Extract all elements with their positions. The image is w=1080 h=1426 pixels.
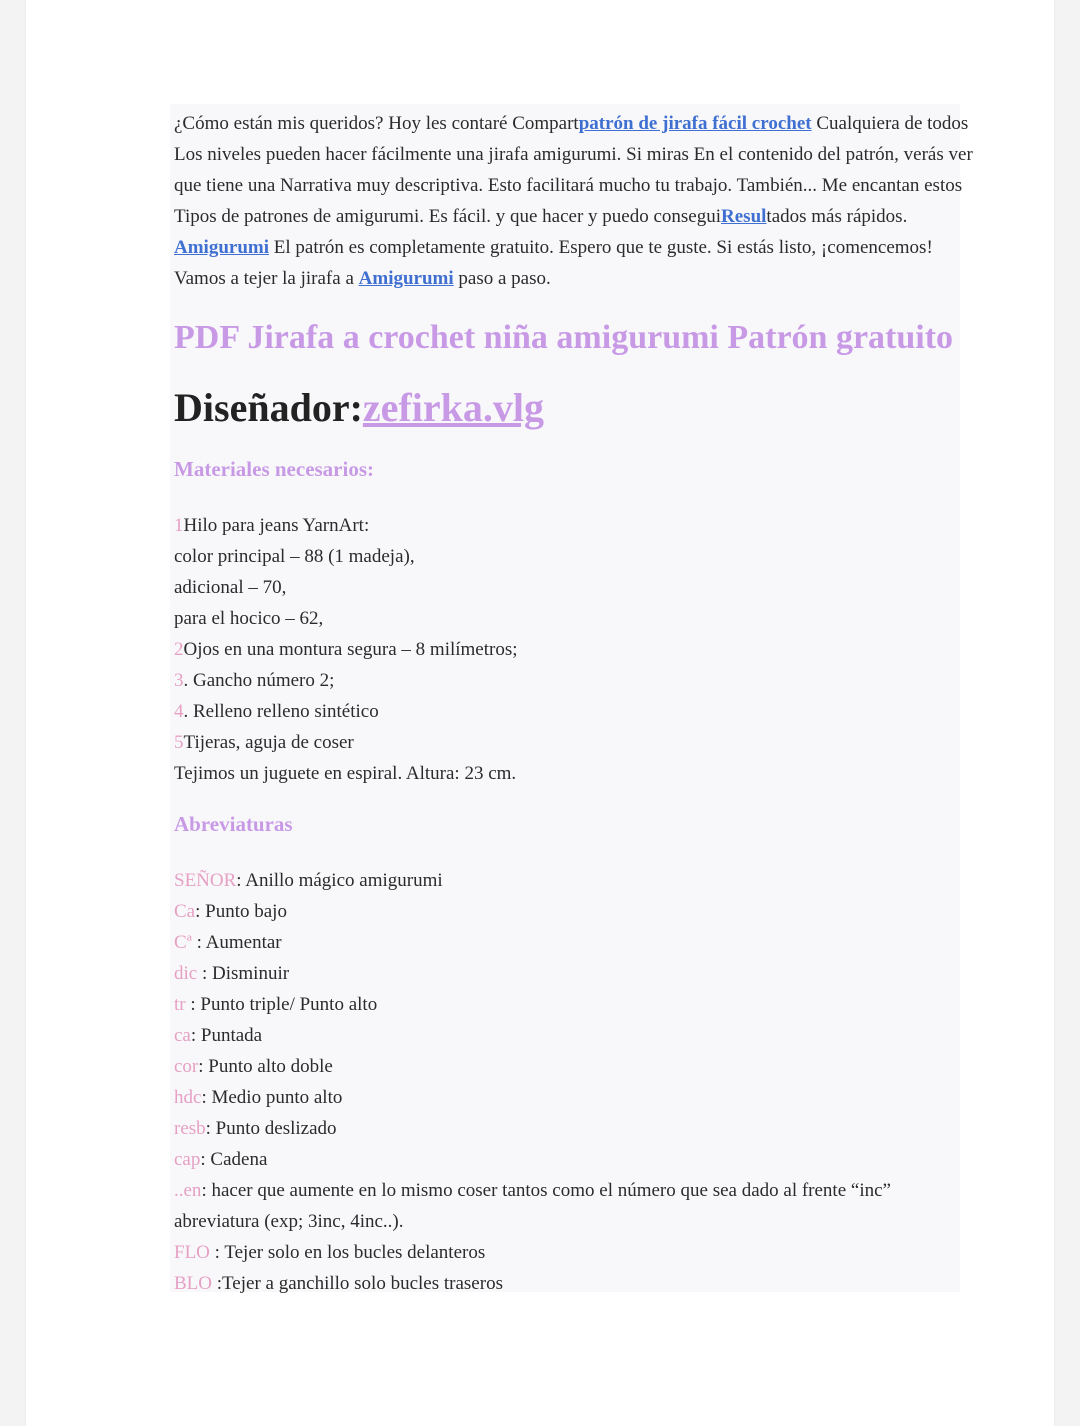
intro-text: paso a paso. bbox=[453, 268, 551, 289]
list-item bbox=[174, 758, 1014, 789]
intro-line bbox=[174, 201, 1014, 232]
item-number: 5 bbox=[174, 732, 184, 753]
intro-line bbox=[174, 108, 1014, 139]
intro-line bbox=[174, 232, 1014, 263]
item-number: 2 bbox=[174, 639, 184, 660]
document-page bbox=[26, 0, 1054, 1426]
intro-paragraph bbox=[174, 108, 1014, 294]
abbreviation-term: Cª bbox=[174, 932, 192, 953]
abbreviation-row bbox=[174, 896, 1014, 927]
results-link[interactable]: Resul bbox=[721, 206, 767, 227]
abbreviation-row bbox=[174, 1237, 1014, 1268]
intro-text: Tipos de patrones de amigurumi. Es fácil. y que hacer y puedo consegui bbox=[174, 206, 722, 227]
item-text: para el hocico – 62, bbox=[174, 608, 324, 629]
abbreviation-term: Ca bbox=[174, 901, 196, 922]
intro-text: ¿Cómo están mis queridos? Hoy les contaré Compart bbox=[174, 113, 579, 134]
list-item bbox=[174, 510, 1014, 541]
list-item bbox=[174, 603, 1014, 634]
list-item bbox=[174, 696, 1014, 727]
item-text: Tejimos un juguete en espiral. Altura: 23 cm. bbox=[174, 763, 517, 784]
abbreviation-row bbox=[174, 1206, 1014, 1237]
abbreviation-term: resb bbox=[174, 1118, 206, 1139]
intro-line: que tiene una Narrativa muy descriptiva. Esto facilitará mucho tu trabajo. También... Me encantan estos bbox=[174, 175, 963, 196]
abbreviation-term: ca bbox=[174, 1025, 191, 1046]
item-text: . Relleno relleno sintético bbox=[183, 701, 379, 722]
abbreviation-row bbox=[174, 1268, 1014, 1299]
item-number: 1 bbox=[174, 515, 184, 536]
abbreviation-row bbox=[174, 1144, 1014, 1175]
abbreviation-term: BLO bbox=[174, 1273, 212, 1294]
abbreviation-meaning: : Punto alto doble bbox=[198, 1056, 333, 1077]
abbreviation-meaning: : Anillo mágico amigurumi bbox=[236, 870, 443, 891]
abbreviation-row bbox=[174, 1051, 1014, 1082]
intro-text: El patrón es completamente gratuito. Espero que te guste. Si estás listo, ¡comencemos! bbox=[269, 237, 933, 258]
pattern-link[interactable]: patrón de jirafa fácil crochet bbox=[578, 113, 812, 134]
page-title: PDF Jirafa a crochet niña amigurumi Patrón gratuito bbox=[174, 319, 954, 356]
designer-label: Diseñador: bbox=[174, 385, 363, 430]
item-text: adicional – 70, bbox=[174, 577, 287, 598]
abbreviation-meaning: : Medio punto alto bbox=[201, 1087, 343, 1108]
abbreviation-row bbox=[174, 1020, 1014, 1051]
abbreviation-row bbox=[174, 1082, 1014, 1113]
abbreviations-heading: Abreviaturas bbox=[174, 812, 293, 836]
list-item bbox=[174, 541, 1014, 572]
abbreviation-term: ..en bbox=[174, 1180, 202, 1201]
abbreviation-row bbox=[174, 1175, 1014, 1206]
intro-line: Los niveles pueden hacer fácilmente una jirafa amigurumi. Si miras En el contenido del patrón, verás ver bbox=[174, 144, 973, 165]
abbreviation-term: cap bbox=[174, 1149, 201, 1170]
intro-text: tados más rápidos. bbox=[766, 206, 908, 227]
abbreviation-row bbox=[174, 958, 1014, 989]
abbreviations-list bbox=[174, 865, 1014, 1299]
materials-list bbox=[174, 510, 1014, 789]
item-number: 3 bbox=[174, 670, 184, 691]
abbreviation-meaning: : Punto deslizado bbox=[205, 1118, 337, 1139]
abbreviation-meaning: :Tejer a ganchillo solo bucles traseros bbox=[212, 1273, 503, 1294]
intro-line bbox=[174, 263, 1014, 294]
item-text: Tijeras, aguja de coser bbox=[183, 732, 354, 753]
materials-heading: Materiales necesarios: bbox=[174, 457, 375, 481]
item-text: . Gancho número 2; bbox=[183, 670, 335, 691]
list-item bbox=[174, 572, 1014, 603]
abbreviation-row bbox=[174, 927, 1014, 958]
abbreviation-meaning: : Aumentar bbox=[191, 932, 282, 953]
abbreviation-term: hdc bbox=[174, 1087, 202, 1108]
item-text: color principal – 88 (1 madeja), bbox=[174, 546, 415, 567]
list-item bbox=[174, 665, 1014, 696]
abbreviation-term: cor bbox=[174, 1056, 199, 1077]
abbreviation-row bbox=[174, 865, 1014, 896]
item-text: Ojos en una montura segura – 8 milímetros; bbox=[183, 639, 518, 660]
amigurumi-link[interactable]: Amigurumi bbox=[174, 237, 269, 258]
list-item bbox=[174, 727, 1014, 758]
abbreviation-term: dic bbox=[174, 963, 198, 984]
abbreviation-term: SEÑOR bbox=[174, 870, 237, 891]
intro-text: Vamos a tejer la jirafa a bbox=[174, 268, 359, 289]
list-item bbox=[174, 634, 1014, 665]
abbreviation-term: FLO bbox=[174, 1242, 210, 1263]
designer-heading bbox=[174, 382, 1014, 434]
intro-text: Cualquiera de todos bbox=[811, 113, 969, 134]
designer-link[interactable]: zefirka.vlg bbox=[362, 385, 544, 430]
item-number: 4 bbox=[174, 701, 184, 722]
abbreviation-meaning: : hacer que aumente en lo mismo coser tantos como el número que sea dado al frente “inc” bbox=[201, 1180, 891, 1201]
abbreviation-meaning: : Punto triple/ Punto alto bbox=[185, 994, 378, 1015]
abbreviation-meaning: : Puntada bbox=[190, 1025, 263, 1046]
abbreviation-meaning: : Tejer solo en los bucles delanteros bbox=[209, 1242, 486, 1263]
abbreviation-term: tr bbox=[174, 994, 186, 1015]
amigurumi-link[interactable]: Amigurumi bbox=[358, 268, 454, 289]
article-content bbox=[174, 108, 1014, 1299]
abbreviation-meaning: : Cadena bbox=[200, 1149, 268, 1170]
abbreviation-meaning: : Punto bajo bbox=[195, 901, 287, 922]
abbreviation-meaning: abreviatura (exp; 3inc, 4inc..). bbox=[174, 1211, 404, 1232]
abbreviation-row bbox=[174, 1113, 1014, 1144]
item-text: Hilo para jeans YarnArt: bbox=[183, 515, 370, 536]
abbreviation-row bbox=[174, 989, 1014, 1020]
abbreviation-meaning: : Disminuir bbox=[197, 963, 290, 984]
